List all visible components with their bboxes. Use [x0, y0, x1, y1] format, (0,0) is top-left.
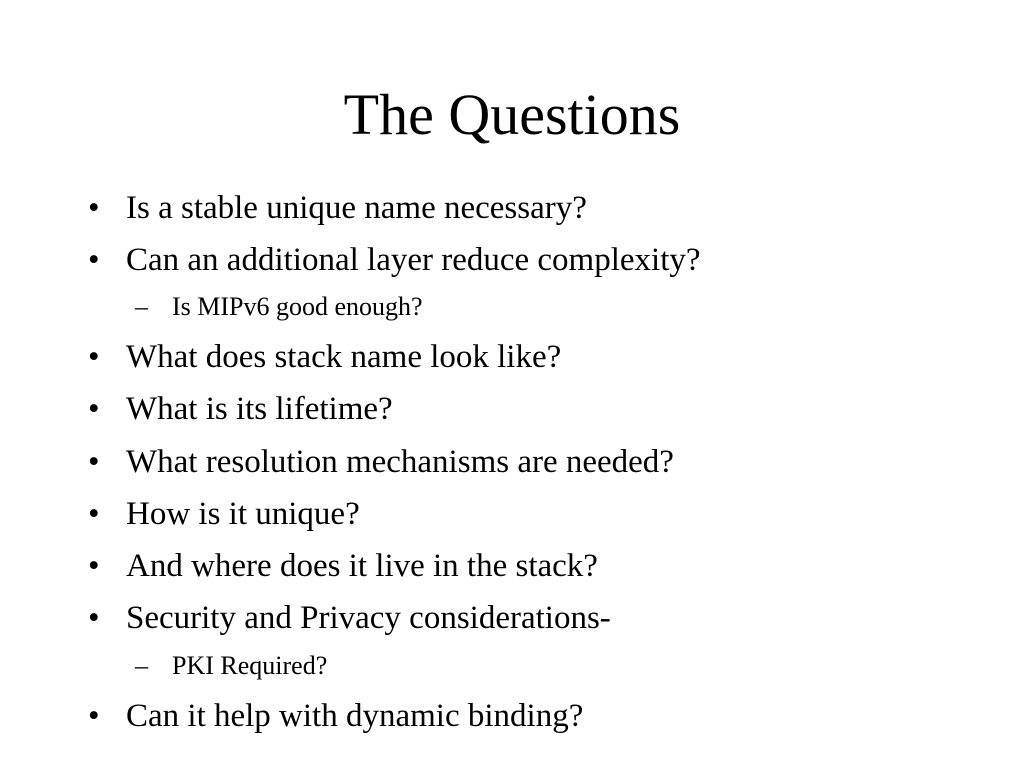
- bullet-text: How is it unique?: [126, 496, 360, 532]
- bullet-marker: •: [88, 391, 100, 427]
- bullet-marker: •: [88, 190, 100, 226]
- bullet-item: [88, 442, 674, 482]
- sub-bullet-item: [135, 291, 423, 323]
- bullet-marker: •: [88, 698, 100, 734]
- bullet-marker: •: [88, 600, 100, 636]
- bullet-marker: •: [88, 444, 100, 480]
- sub-bullet-marker: –: [135, 651, 148, 680]
- bullet-item: [88, 598, 611, 638]
- bullet-item: [88, 494, 360, 534]
- bullet-text: Can it help with dynamic binding?: [126, 698, 584, 734]
- bullet-marker: •: [88, 242, 100, 278]
- bullet-item: [88, 188, 587, 228]
- bullet-item: [88, 696, 583, 736]
- sub-bullet-item: [135, 650, 327, 682]
- bullet-text: What is its lifetime?: [126, 391, 393, 427]
- bullet-text: What does stack name look like?: [126, 339, 562, 375]
- bullet-text: What resolution mechanisms are needed?: [126, 444, 674, 480]
- bullet-item: [88, 389, 393, 429]
- bullet-item: [88, 546, 598, 586]
- sub-bullet-text: Is MIPv6 good enough?: [172, 292, 423, 321]
- bullet-marker: •: [88, 496, 100, 532]
- bullet-item: [88, 337, 561, 377]
- bullet-text: Is a stable unique name necessary?: [126, 190, 587, 226]
- bullet-text: And where does it live in the stack?: [126, 548, 598, 584]
- bullet-text: Can an additional layer reduce complexity?: [126, 242, 701, 278]
- sub-bullet-marker: –: [135, 292, 148, 321]
- bullet-marker: •: [88, 548, 100, 584]
- slide-title: The Questions: [343, 82, 681, 147]
- sub-bullet-text: PKI Required?: [172, 651, 328, 680]
- bullet-marker: •: [88, 339, 100, 375]
- bullet-item: [88, 240, 701, 280]
- bullet-text: Security and Privacy considerations-: [126, 600, 611, 636]
